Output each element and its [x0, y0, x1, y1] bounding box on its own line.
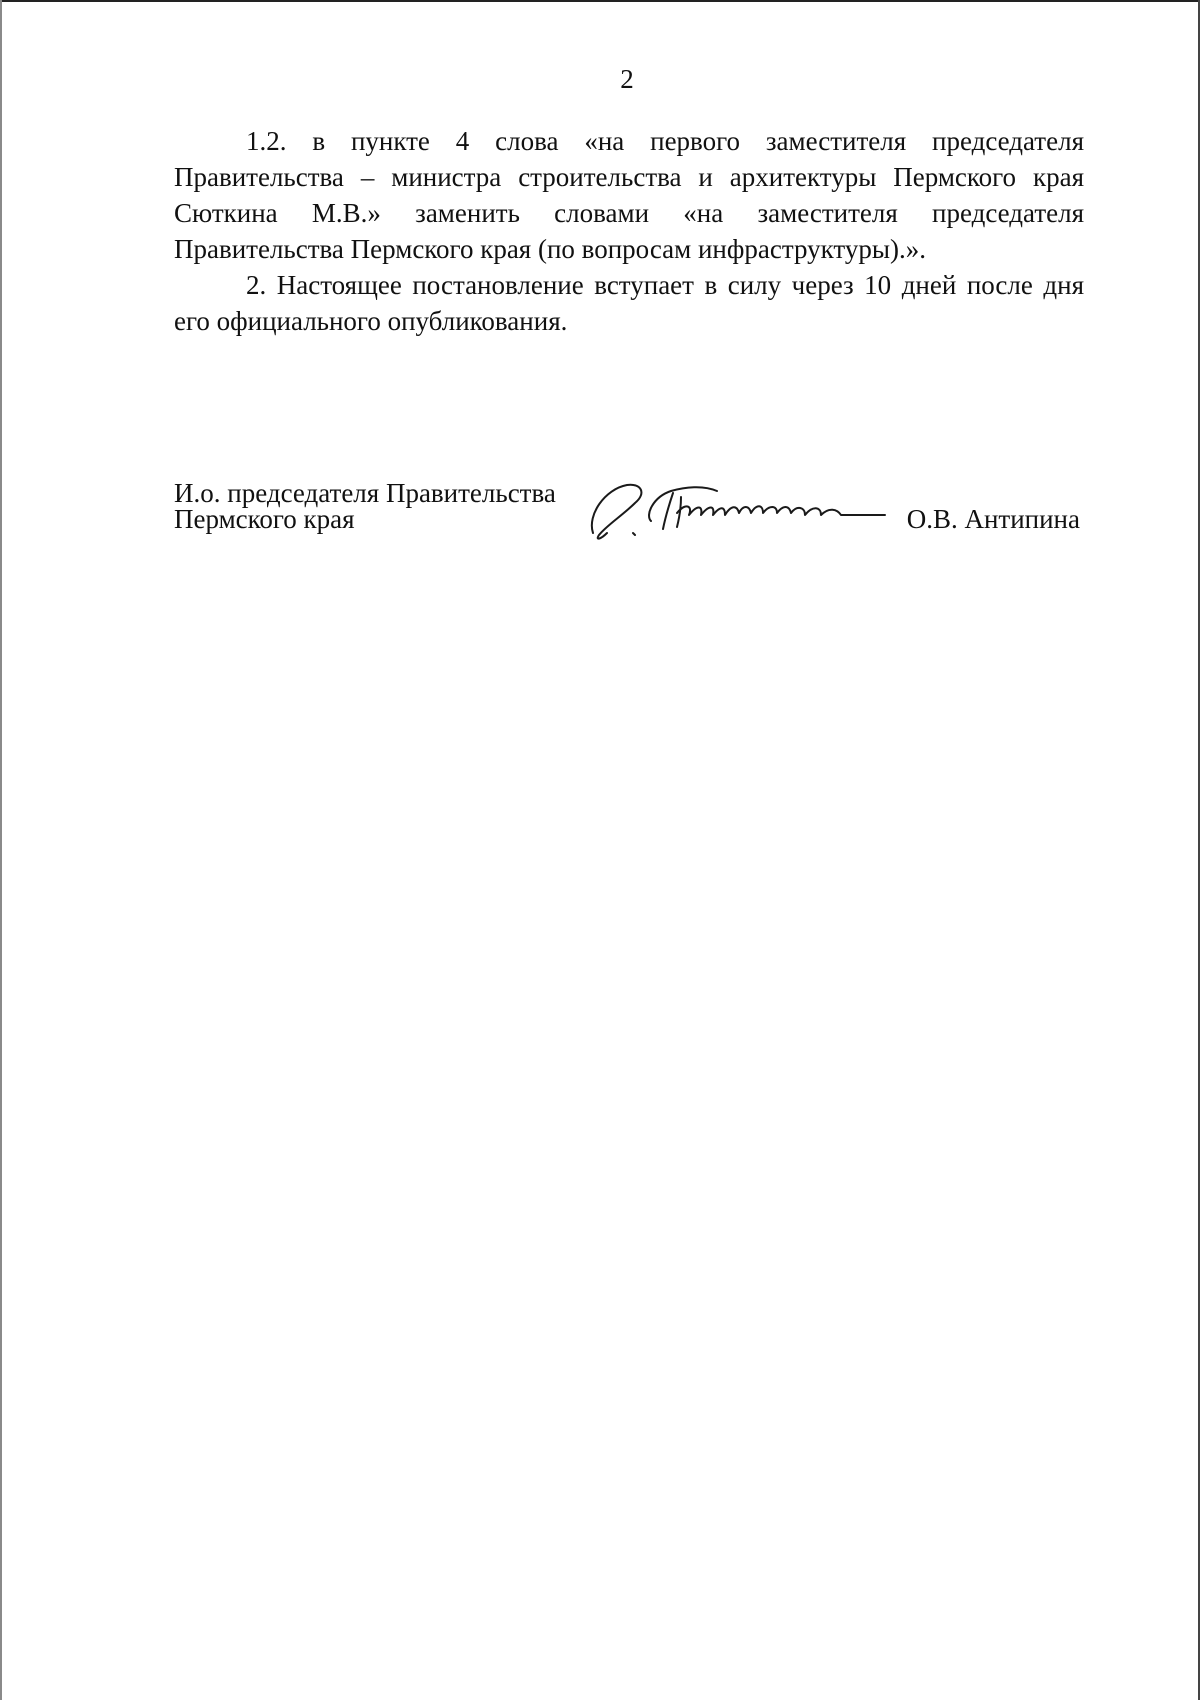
document-body	[174, 123, 1084, 339]
signatory-title-line2: Пермского края	[174, 504, 355, 534]
signatory-title	[174, 480, 556, 532]
paragraph-1-2: 1.2. в пункте 4 слова «на первого заместителя председателя Правительства – министра строительства и архитектуры Пермского края Сюткина М.В.» заменить словами «на заместителя председателя Правительства Пермского края (по вопросам инфраструктуры).».	[174, 126, 1084, 264]
handwritten-signature	[585, 475, 905, 545]
signatory-name: О.В. Антипина	[906, 504, 1080, 534]
signatory-title-line1: И.о. председателя Правительства	[174, 478, 556, 508]
paragraph-2: 2. Настоящее постановление вступает в силу через 10 дней после дня его официального опубликования.	[174, 270, 1084, 336]
scan-edge-top	[0, 0, 1200, 2]
scan-edge-left	[0, 0, 2, 1700]
page-number: 2	[620, 64, 634, 94]
